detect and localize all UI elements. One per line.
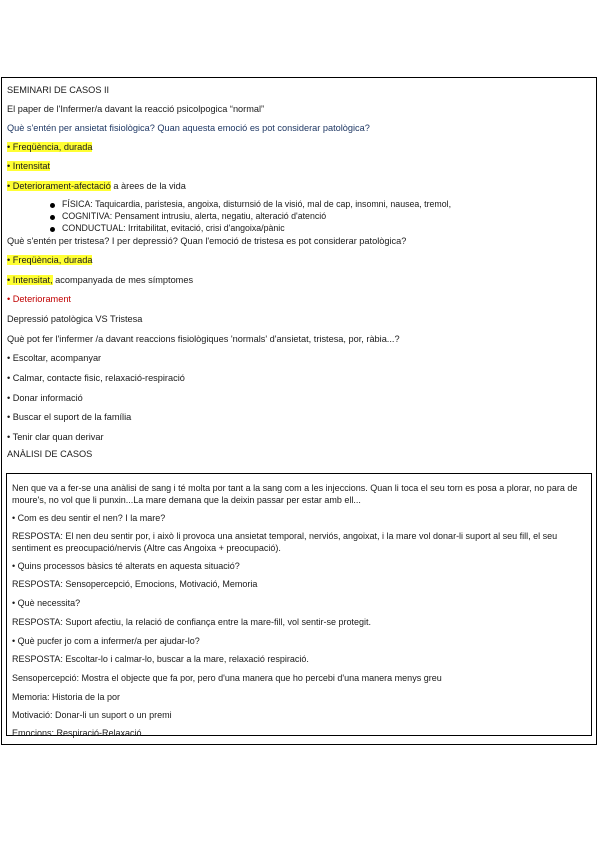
case-question: • Quins processos bàsics té alterats en aquesta situació? bbox=[12, 561, 240, 571]
case-question: • Què necessita? bbox=[12, 598, 81, 608]
highlight: • Deteriorament-afectació bbox=[7, 181, 111, 191]
action-item: • Buscar el suport de la família bbox=[7, 412, 132, 422]
bullet-dot bbox=[50, 215, 55, 220]
bullet-dot bbox=[50, 227, 55, 232]
case-note-memoria: Memoria: Historia de la por bbox=[12, 692, 121, 702]
area-fisica: FÍSICA: Taquicardia, paristesia, angoixa, disturnsió de la visió, mal de cap, insomni, nausea, tremol, bbox=[62, 199, 452, 209]
item-deteriorament-1 bbox=[7, 180, 186, 192]
case-answer: RESPOSTA: Sensopercepció, Emocions, Motivació, Memoria bbox=[12, 579, 258, 589]
highlight: • Intensitat, bbox=[7, 275, 53, 285]
bullet-dot bbox=[50, 203, 55, 208]
analisi-heading: ANÀLISI DE CASOS bbox=[7, 449, 93, 459]
question-ansietat: Què s'entén per ansietat fisiològica? Quan aquesta emoció es pot considerar patològica? bbox=[7, 123, 370, 133]
action-item: • Donar informació bbox=[7, 393, 83, 403]
action-item: • Tenir clar quan derivar bbox=[7, 432, 104, 442]
depressio-heading: Depressió patològica VS Tristesa bbox=[7, 314, 143, 324]
case-intro: Nen que va a fer-se una anàlisi de sang i té molta por tant a la sang com a les injeccions. Quan li toca el seu torn es posa a plorar, no para de moure's, no vol que li punxin...La mare demana que la deixin passar per estar amb ell... bbox=[12, 483, 578, 505]
case-note-senso: Sensopercepció: Mostra el objecte que fa por, pero d'una manera que ho percebi d'una manera menys greu bbox=[12, 673, 442, 683]
area-conductual: CONDUCTUAL: Irritabilitat, evitació, crisi d'angoixa/pànic bbox=[62, 223, 285, 233]
case-answer: RESPOSTA: El nen deu sentir por, i això li provoca una ansietat temporal, nerviós, angoixat, i la mare vol donar-li suport al seu fill, el seu sentiment es preocupació/nervis (Altre cas Angoixa + preocupació). bbox=[12, 531, 558, 553]
case-answer: RESPOSTA: Suport afectiu, la relació de confiança entre la mare-fill, vol sentir-se protegit. bbox=[12, 617, 371, 627]
item-intensitat-1 bbox=[7, 160, 50, 172]
item-deteriorament-2: • Deteriorament bbox=[7, 294, 71, 304]
item-rest: acompanyada de mes símptomes bbox=[52, 275, 194, 285]
area-cognitiva: COGNITIVA: Pensament intrusiu, alerta, negatiu, alteració d'atenció bbox=[62, 211, 327, 221]
section-title: SEMINARI DE CASOS II bbox=[7, 85, 110, 95]
question-infermer: Què pot fer l'infermer /a davant reaccions fisiològiques 'normals' d'ansietat, tristesa, por, ràbia...? bbox=[7, 334, 400, 344]
case-answer: RESPOSTA: Escoltar-lo i calmar-lo, buscar a la mare, relaxació respiració. bbox=[12, 654, 309, 664]
item-intensitat-2 bbox=[7, 274, 193, 286]
case-box bbox=[6, 473, 592, 736]
case-question: • Com es deu sentir el nen? I la mare? bbox=[12, 513, 166, 523]
highlight: • Freqüència, durada bbox=[7, 142, 93, 152]
action-item: • Calmar, contacte fisic, relaxació-respiració bbox=[7, 373, 185, 383]
question-tristesa: Què s'entén per tristesa? I per depressió? Quan l'emoció de tristesa es pot considerar patològica? bbox=[7, 236, 407, 246]
highlight: • Freqüència, durada bbox=[7, 255, 93, 265]
case-question: • Què pucfer jo com a infermer/a per ajudar-lo? bbox=[12, 636, 200, 646]
document-frame bbox=[1, 77, 597, 745]
case-note-emocions: Emocions: Respiració-Relaxació bbox=[12, 728, 142, 738]
highlight: • Intensitat bbox=[7, 161, 51, 171]
topic-title: El paper de l'Infermer/a davant la reacció psicolpogica “normal” bbox=[7, 104, 265, 114]
case-note-motivacio: Motivació: Donar-li un suport o un premi bbox=[12, 710, 172, 720]
item-frequencia-1 bbox=[7, 141, 92, 153]
item-frequencia-2 bbox=[7, 254, 92, 266]
item-rest: a àrees de la vida bbox=[110, 181, 186, 191]
action-item: • Escoltar, acompanyar bbox=[7, 353, 102, 363]
